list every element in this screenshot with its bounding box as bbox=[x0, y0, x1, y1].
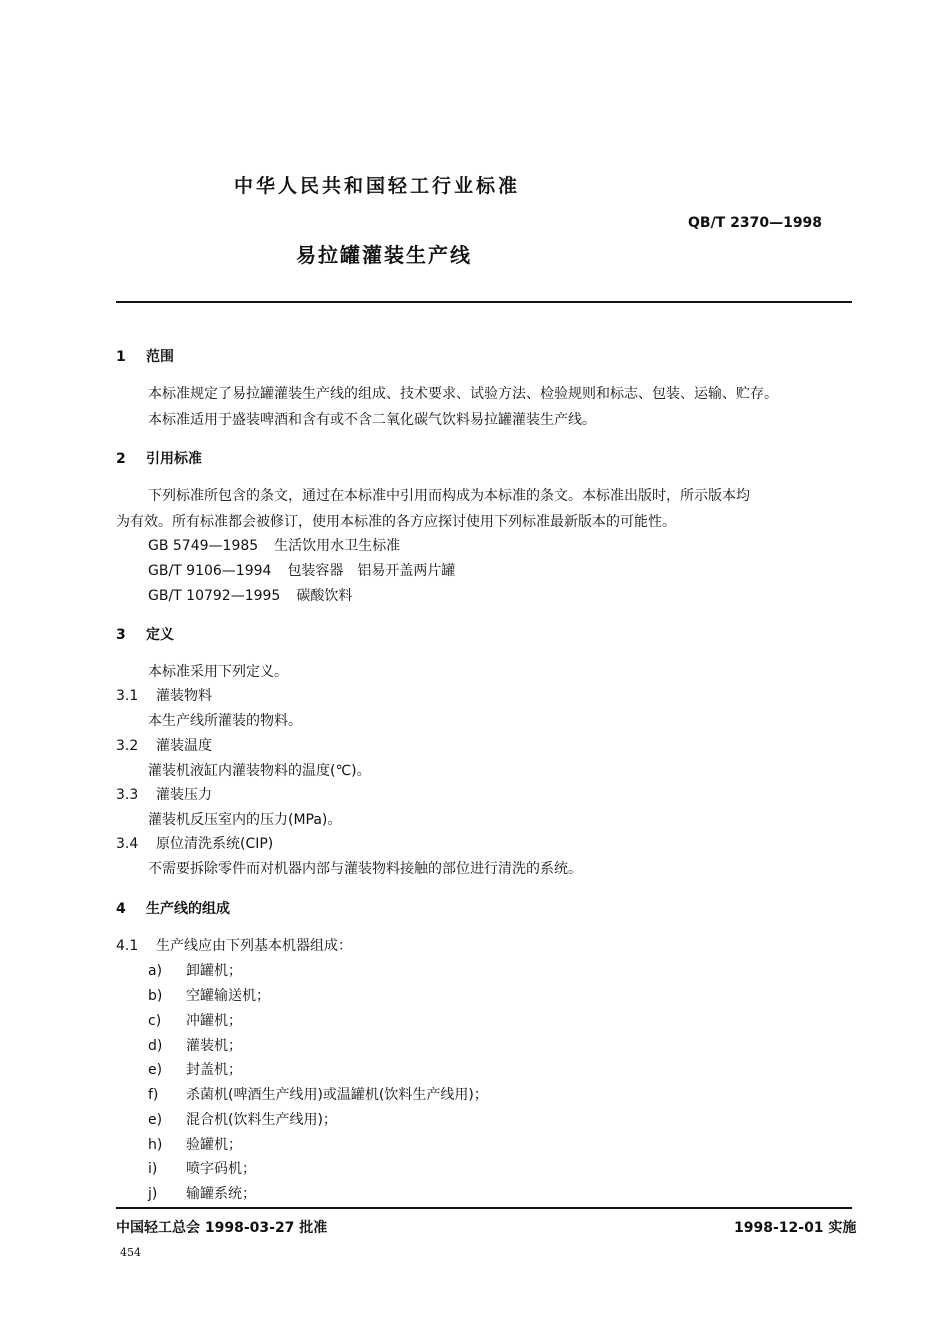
list-text: 混合机(饮料生产线用)； bbox=[186, 1112, 337, 1128]
list-text: 卸罐机； bbox=[186, 963, 242, 979]
list-text: 冲罐机； bbox=[186, 1013, 242, 1029]
page-number: 454 bbox=[120, 1246, 141, 1259]
reference-code: GB/T 9106—1994 bbox=[148, 563, 272, 579]
definition-text: 灌装机液缸内灌装物料的温度(℃)。 bbox=[148, 763, 371, 779]
reference-item bbox=[148, 560, 455, 580]
reference-code: GB/T 10792—1995 bbox=[148, 588, 281, 604]
reference-item bbox=[148, 535, 400, 555]
definition-term bbox=[116, 833, 273, 853]
reference-code: GB 5749—1985 bbox=[148, 538, 259, 554]
definition-term bbox=[116, 735, 212, 755]
list-item bbox=[148, 1109, 337, 1129]
section-number: 3 bbox=[116, 627, 126, 643]
list-item bbox=[148, 1134, 242, 1154]
section-2-heading bbox=[116, 448, 202, 468]
definition-text: 灌装机反压室内的压力(MPa)。 bbox=[148, 812, 342, 828]
list-item bbox=[148, 1010, 242, 1030]
clause bbox=[116, 935, 352, 955]
list-label: h) bbox=[148, 1137, 163, 1153]
list-text: 喷字码机； bbox=[186, 1161, 256, 1177]
list-item bbox=[148, 1059, 242, 1079]
list-label: j) bbox=[148, 1186, 158, 1202]
definition-term bbox=[116, 784, 212, 804]
definition-term bbox=[116, 685, 212, 705]
section-number: 4 bbox=[116, 901, 126, 917]
list-item bbox=[148, 960, 242, 980]
clause-number: 3.3 bbox=[116, 787, 139, 803]
definition-text: 本生产线所灌装的物料。 bbox=[148, 713, 302, 729]
list-text: 杀菌机(啤酒生产线用)或温罐机(饮料生产线用)； bbox=[186, 1087, 488, 1103]
list-item bbox=[148, 985, 270, 1005]
list-label: b) bbox=[148, 988, 163, 1004]
list-text: 灌装机； bbox=[186, 1038, 242, 1054]
document-title: 易拉罐灌装生产线 bbox=[296, 243, 472, 267]
section-title: 范围 bbox=[146, 349, 174, 365]
list-label: a) bbox=[148, 963, 163, 979]
definition-text: 不需要拆除零件而对机器内部与灌装物料接触的部位进行清洗的系统。 bbox=[148, 861, 582, 877]
paragraph: 本标准规定了易拉罐灌装生产线的组成、技术要求、试验方法、检验规则和标志、包装、运输、贮存。 bbox=[148, 386, 778, 402]
section-4-heading bbox=[116, 898, 230, 918]
list-item bbox=[148, 1158, 256, 1178]
section-title: 定义 bbox=[146, 627, 174, 643]
term: 原位清洗系统(CIP) bbox=[156, 836, 274, 852]
list-label: i) bbox=[148, 1161, 158, 1177]
reference-name: 碳酸饮料 bbox=[296, 588, 353, 604]
section-3-heading bbox=[116, 624, 174, 644]
list-label: f) bbox=[148, 1087, 159, 1103]
list-text: 验罐机； bbox=[186, 1137, 242, 1153]
reference-name: 生活饮用水卫生标准 bbox=[274, 538, 401, 554]
list-item bbox=[148, 1035, 242, 1055]
list-label: e) bbox=[148, 1062, 163, 1078]
list-label: d) bbox=[148, 1038, 163, 1054]
reference-name: 包装容器 铝易开盖两片罐 bbox=[287, 563, 456, 579]
paragraph-line: 下列标准所包含的条文，通过在本标准中引用而构成为本标准的条文。本标准出版时，所示版本均 bbox=[148, 488, 750, 504]
reference-item bbox=[148, 585, 352, 605]
list-item bbox=[148, 1084, 488, 1104]
section-number: 1 bbox=[116, 349, 126, 365]
paragraph: 本标准适用于盛装啤酒和含有或不含二氧化碳气饮料易拉罐灌装生产线。 bbox=[148, 412, 596, 428]
list-label: e) bbox=[148, 1112, 163, 1128]
clause-number: 3.4 bbox=[116, 836, 139, 852]
header-rule bbox=[116, 301, 852, 303]
clause-text: 生产线应由下列基本机器组成： bbox=[156, 938, 352, 954]
section-title: 引用标准 bbox=[146, 451, 202, 467]
clause-number: 3.2 bbox=[116, 738, 139, 754]
footer-rule bbox=[116, 1207, 852, 1209]
section-title: 生产线的组成 bbox=[146, 901, 230, 917]
list-text: 输罐系统； bbox=[186, 1186, 256, 1202]
term: 灌装压力 bbox=[156, 787, 212, 803]
list-label: c) bbox=[148, 1013, 162, 1029]
clause-number: 4.1 bbox=[116, 938, 139, 954]
section-number: 2 bbox=[116, 451, 126, 467]
clause-number: 3.1 bbox=[116, 688, 139, 704]
implementation-date: 1998-12-01 实施 bbox=[734, 1220, 857, 1236]
list-text: 空罐输送机； bbox=[186, 988, 270, 1004]
list-text: 封盖机； bbox=[186, 1062, 242, 1078]
national-standard-title: 中华人民共和国轻工行业标准 bbox=[234, 175, 521, 197]
term: 灌装温度 bbox=[156, 738, 212, 754]
list-item bbox=[148, 1183, 256, 1203]
term: 灌装物料 bbox=[156, 688, 212, 704]
standard-code: QB/T 2370—1998 bbox=[688, 215, 823, 231]
paragraph: 本标准采用下列定义。 bbox=[148, 664, 288, 680]
section-1-heading bbox=[116, 346, 174, 366]
approval-note: 中国轻工总会 1998-03-27 批准 bbox=[116, 1220, 328, 1236]
paragraph-line: 为有效。所有标准都会被修订，使用本标准的各方应探讨使用下列标准最新版本的可能性。 bbox=[116, 514, 676, 530]
